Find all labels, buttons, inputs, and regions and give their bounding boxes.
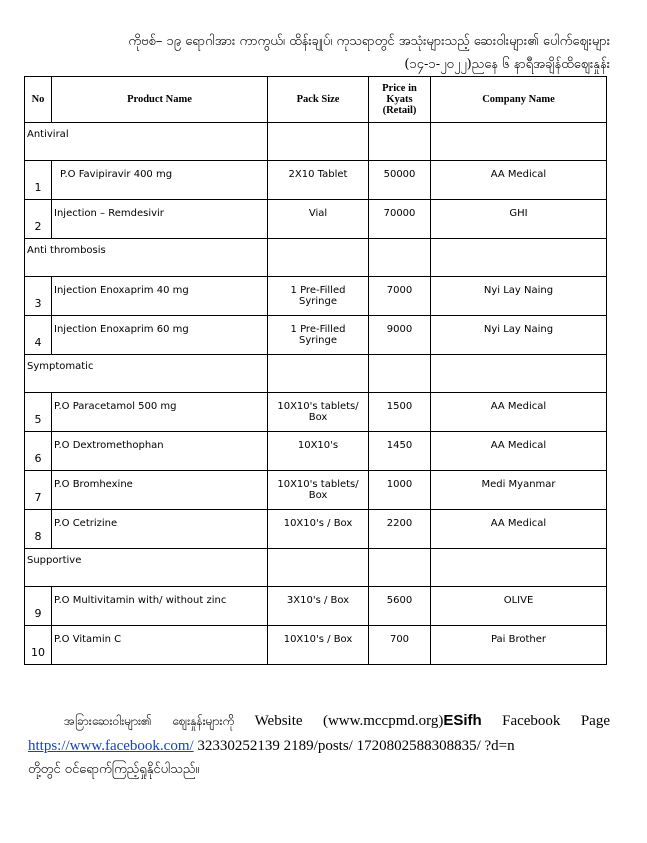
row-price: 50000 [369,161,431,200]
row-company: Medi Myanmar [431,471,607,510]
table-row [25,587,607,626]
row-no: 4 [25,316,52,355]
table-row [25,471,607,510]
row-product: P.O Cetrizine [52,510,268,549]
table-row [25,277,607,316]
row-product: P.O Bromhexine [52,471,268,510]
row-pack: 10X10's / Box [268,510,369,549]
table-row [25,316,607,355]
category-label: Antiviral [25,123,268,161]
row-company: AA Medical [431,510,607,549]
facebook-link-path: 32330252139 2189/posts/ 1720802588308835/ ?d=n [197,738,515,754]
header-price: Price in Kyats (Retail) [369,77,431,123]
row-no: 2 [25,200,52,239]
row-price: 1500 [369,393,431,432]
table-row [25,200,607,239]
row-pack: 10X10's [268,432,369,471]
price-table [24,76,607,665]
category-row [25,123,607,161]
row-price: 5600 [369,587,431,626]
footer-line-1 [28,710,610,732]
table-row [25,626,607,665]
header-no: No [25,77,52,123]
row-company: AA Medical [431,161,607,200]
row-company: AA Medical [431,393,607,432]
footer-intro-text: အခြားဆေးဝါးများ၏ ဈေးနှုန်းများကို [64,714,235,728]
row-price: 9000 [369,316,431,355]
row-pack: 10X10's / Box [268,626,369,665]
row-product: P.O Multivitamin with/ without zinc [52,587,268,626]
row-company: Nyi Lay Naing [431,316,607,355]
table-row [25,393,607,432]
row-no: 10 [25,626,52,665]
document-subtitle-date: (၁၄-၁-၂၀၂၂)ညနေ ၆ နာရီအချိန်ထိဈေးနှုန်း [404,57,610,72]
footer-esifh: ESifh [443,712,482,729]
row-price: 7000 [369,277,431,316]
row-product: Injection – Remdesivir [52,200,268,239]
table-row [25,161,607,200]
row-product: P.O Dextromethophan [52,432,268,471]
header-pack-size: Pack Size [268,77,369,123]
row-product: P.O Vitamin C [52,626,268,665]
row-pack: 10X10's tablets/ Box [268,393,369,432]
row-price: 1000 [369,471,431,510]
row-product: Injection Enoxaprim 60 mg [52,316,268,355]
category-row [25,239,607,277]
header-company-name: Company Name [431,77,607,123]
row-price: 70000 [369,200,431,239]
row-price: 2200 [369,510,431,549]
row-pack: 2X10 Tablet [268,161,369,200]
row-pack: 1 Pre-Filled Syringe [268,277,369,316]
website-reference: Website (www.mccpmd.org) [254,713,444,729]
facebook-page-label: Facebook Page [502,713,610,729]
row-no: 5 [25,393,52,432]
row-product: Injection Enoxaprim 40 mg [52,277,268,316]
row-pack: 3X10's / Box [268,587,369,626]
table-header-row [25,77,607,123]
footer-line-2 [28,735,610,757]
document-title: ကိုဗစ်– ၁၉ ရောဂါအား ကာကွယ်၊ ထိန်းချုပ်၊ ကုသရာတွင် အသုံးများသည့် ဆေးဝါးများ၏ ပေါက်ဈေးများ [128,34,610,49]
row-company: GHI [431,200,607,239]
row-product: P.O Favipiravir 400 mg [52,161,268,200]
row-product: P.O Paracetamol 500 mg [52,393,268,432]
footer-line-3: တို့တွင် ဝင်ရောက်ကြည့်ရှုနိုင်ပါသည်။ [28,762,200,777]
row-pack: 1 Pre-Filled Syringe [268,316,369,355]
row-company: OLIVE [431,587,607,626]
row-price: 700 [369,626,431,665]
header-product-name: Product Name [52,77,268,123]
row-no: 1 [25,161,52,200]
row-no: 6 [25,432,52,471]
category-row [25,549,607,587]
row-pack: Vial [268,200,369,239]
category-label: Anti thrombosis [25,239,268,277]
facebook-link[interactable]: https://www.facebook.com/ [28,738,194,754]
row-company: Pai Brother [431,626,607,665]
row-price: 1450 [369,432,431,471]
row-no: 3 [25,277,52,316]
category-label: Supportive [25,549,268,587]
row-no: 7 [25,471,52,510]
table-row [25,510,607,549]
row-pack: 10X10's tablets/ Box [268,471,369,510]
category-row [25,355,607,393]
row-no: 9 [25,587,52,626]
row-company: AA Medical [431,432,607,471]
table-row [25,432,607,471]
category-label: Symptomatic [25,355,268,393]
row-company: Nyi Lay Naing [431,277,607,316]
row-no: 8 [25,510,52,549]
